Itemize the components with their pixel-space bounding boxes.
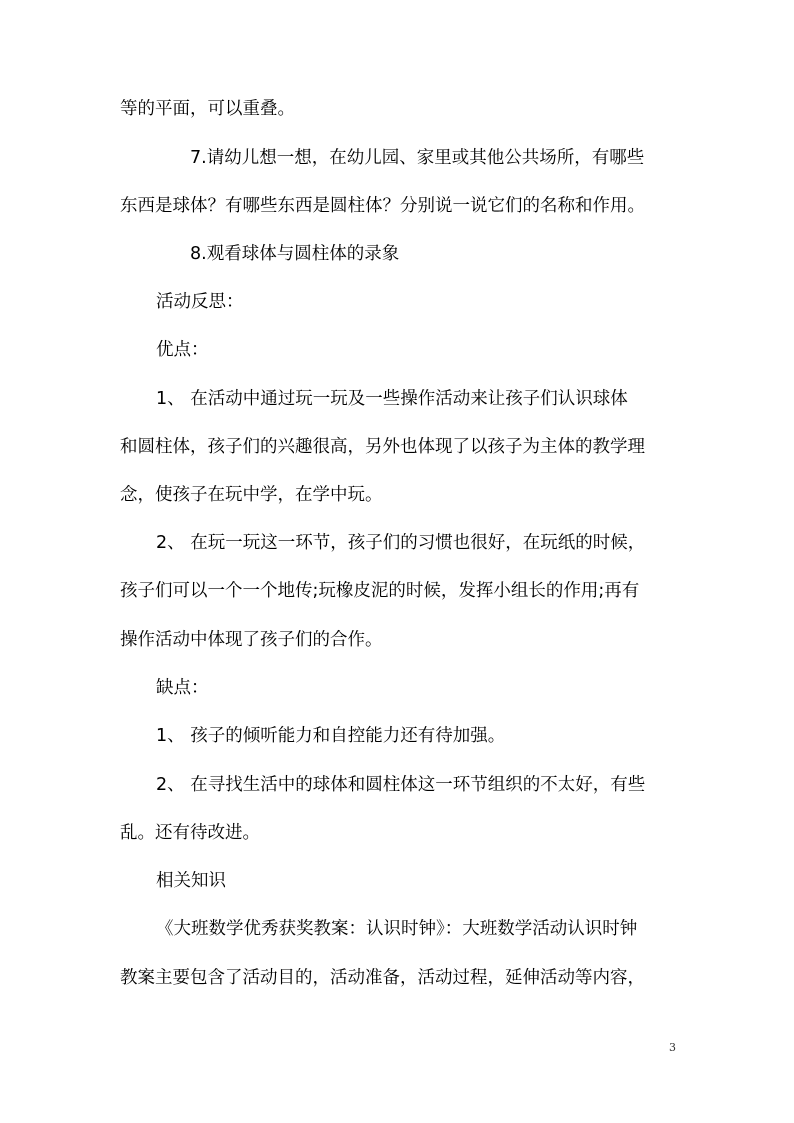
text-line: 和圆柱体，孩子们的兴趣很高，另外也体现了以孩子为主体的教学理 [120,437,645,457]
text-line: 1、 孩子的倾听能力和自控能力还有待加强。 [156,726,506,746]
text-line: 教案主要包含了活动目的，活动准备，活动过程，延伸活动等内容， [120,968,645,988]
text-line: 等的平面，可以重叠。 [120,99,295,119]
text-line: 孩子们可以一个一个地传;玩橡皮泥的时候，发挥小组长的作用;再有 [120,581,640,601]
text-line: 2、 在寻找生活中的球体和圆柱体这一环节组织的不太好，有些 [156,775,646,795]
text-line: 《大班数学优秀获奖教案：认识时钟》：大班数学活动认识时钟 [156,919,638,939]
page-number: 3 [669,1041,676,1054]
text-line: 乱。还有待改进。 [120,823,260,843]
text-line: 相关知识 [156,871,226,891]
text-line: 1、 在活动中通过玩一玩及一些操作活动来让孩子们认识球体 [156,389,628,409]
text-line: 优点： [156,340,209,360]
text-line: 活动反思： [156,292,244,312]
text-line: 缺点： [156,678,209,698]
text-line: 念，使孩子在玩中学，在学中玩。 [120,485,383,505]
text-line: 东西是球体？有哪些东西是圆柱体？分别说一说它们的名称和作用。 [120,196,645,216]
text-line: 操作活动中体现了孩子们的合作。 [120,630,383,650]
text-line: 8.观看球体与圆柱体的录象 [190,244,400,264]
text-line: 7.请幼儿想一想，在幼儿园、家里或其他公共场所，有哪些 [190,148,645,168]
text-line: 2、 在玩一玩这一环节，孩子们的习惯也很好，在玩纸的时候， [156,533,646,553]
